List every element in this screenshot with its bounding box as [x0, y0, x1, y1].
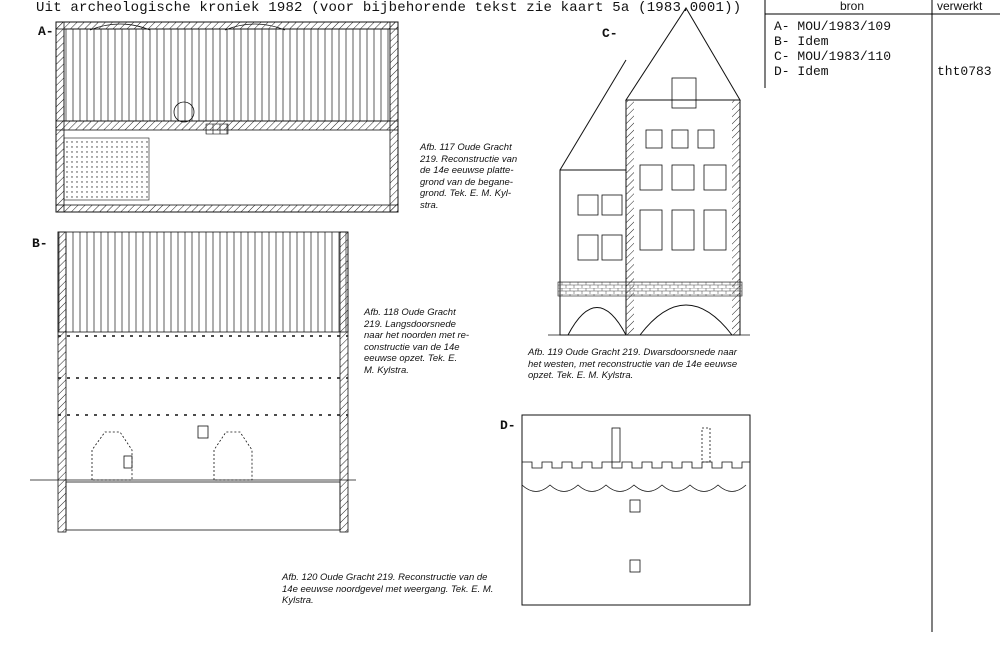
caption-afb119: Afb. 119 Oude Gracht 219. Dwarsdoorsnede naar het westen, met reconstructie van de 14e eeuwse opzet. Tek. E. M. Kylstra. [528, 347, 738, 381]
cross-section-drawing [548, 8, 750, 335]
source-item-b: B- Idem [774, 34, 829, 49]
verwerkt-value: tht0783 [937, 64, 992, 79]
drawing-label-c: C- [602, 26, 618, 41]
drawing-label-d: D- [500, 418, 516, 433]
column-header-bron: bron [840, 0, 865, 13]
caption-afb120: Afb. 120 Oude Gracht 219. Reconstructie van de 14e eeuwse noordgevel met weergang. Tek. E. M. Kylstra. [282, 572, 494, 606]
column-header-verwerkt: verwerkt [937, 0, 983, 13]
north-facade-drawing [522, 415, 750, 605]
drawing-label-a: A- [38, 24, 54, 39]
page-title: Uit archeologische kroniek 1982 (voor bijbehorende tekst zie kaart 5a (1983.0001)) [36, 0, 742, 16]
source-item-d: D- Idem [774, 64, 829, 79]
floor-plan-drawing [56, 22, 398, 212]
caption-afb117: Afb. 117 Oude Gracht 219. Reconstructie van de 14e eeuwse platte- grond van de begane- grond. Tek. E. M. Kyl- stra. [420, 142, 518, 211]
source-table-frame [765, 0, 1000, 632]
longitudinal-section-drawing [30, 232, 356, 532]
source-item-c: C- MOU/1983/110 [774, 49, 892, 64]
drawing-label-b: B- [32, 236, 48, 251]
caption-afb118: Afb. 118 Oude Gracht 219. Langsdoorsnede naar het noorden met re- constructie van de 14e eeuwse opzet. Tek. E. M. Kylstra. [364, 307, 470, 376]
source-item-a: A- MOU/1983/109 [774, 19, 892, 34]
